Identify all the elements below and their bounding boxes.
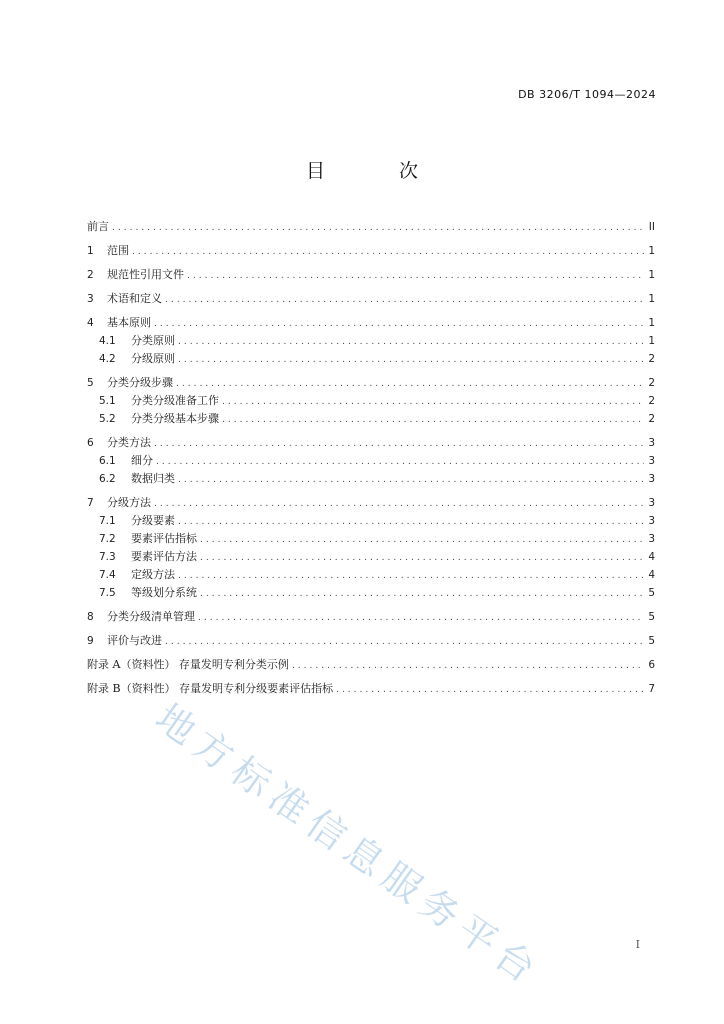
toc-entry[interactable] (87, 608, 655, 626)
toc-leader-dots (165, 633, 644, 651)
toc-leader-dots (156, 453, 644, 471)
toc-entry[interactable] (87, 434, 655, 452)
toc-entry-number: 5 (87, 377, 94, 389)
toc-title: 目 次 (305, 160, 453, 182)
toc-leader-dots (178, 333, 644, 351)
toc-leader-dots (154, 315, 644, 333)
toc-entry[interactable] (87, 410, 655, 428)
toc-leader-dots (292, 657, 644, 675)
toc-entry-label: 分类分级步骤 (107, 376, 173, 389)
toc-leader-dots (222, 411, 644, 429)
toc-entry-number: 5.2 (99, 413, 116, 425)
toc-entry-page: 2 (648, 413, 655, 425)
toc-entry-label: 术语和定义 (107, 292, 162, 305)
toc-entry-label: 分类方法 (107, 436, 151, 449)
toc-entry[interactable] (87, 266, 655, 284)
toc-entry[interactable] (87, 242, 655, 260)
toc-entry-page: 3 (648, 437, 655, 449)
toc-entry-page: 3 (648, 533, 655, 545)
toc-entry[interactable] (87, 530, 655, 548)
toc-leader-dots (112, 219, 644, 237)
toc-entry-number: 7.3 (99, 551, 116, 563)
toc-entry[interactable] (87, 374, 655, 392)
toc-entry-page: 5 (648, 635, 655, 647)
toc-entry-page: 6 (648, 659, 655, 671)
toc-leader-dots (176, 375, 644, 393)
toc-entry[interactable] (87, 332, 655, 350)
toc-entry-page: 3 (648, 497, 655, 509)
toc-entry-label: 分级方法 (107, 496, 151, 509)
toc-entry-number: 7.1 (99, 515, 116, 527)
toc-entry-page: 2 (648, 377, 655, 389)
toc-entry-page: 5 (648, 587, 655, 599)
toc-leader-dots (200, 585, 644, 603)
toc-entry-page: 2 (648, 353, 655, 365)
toc-leader-dots (132, 243, 644, 261)
toc-leader-dots (178, 513, 644, 531)
toc-leader-dots (165, 291, 644, 309)
toc-entry-page: II (648, 221, 655, 233)
toc-entry-label: 等级划分系统 (131, 586, 197, 599)
toc-leader-dots (200, 531, 644, 549)
toc-entry-page: 1 (648, 293, 655, 305)
toc-entry-label: 分类分级清单管理 (107, 610, 195, 623)
watermark: 地方标准信息服务平台 (147, 695, 550, 996)
toc-entry-number: 6.2 (99, 473, 116, 485)
toc-entry[interactable] (87, 512, 655, 530)
toc-entry-number: 7.5 (99, 587, 116, 599)
toc-entry[interactable] (87, 290, 655, 308)
toc-entry-page: 1 (648, 317, 655, 329)
toc-entry-label: 细分 (131, 454, 153, 467)
toc-entry-label: 分类原则 (131, 334, 175, 347)
toc-entry-label: 要素评估指标 (131, 532, 197, 545)
toc-leader-dots (336, 681, 644, 699)
toc-entry-page: 3 (648, 515, 655, 527)
toc-entry[interactable] (87, 350, 655, 368)
toc-entry-number: 5.1 (99, 395, 116, 407)
toc-entry-number: 1 (87, 245, 94, 257)
toc-entry-label: 附录 A（资料性） 存量发明专利分类示例 (87, 658, 289, 671)
toc-entry-number: 7.2 (99, 533, 116, 545)
toc-entry-number: 8 (87, 611, 94, 623)
toc-entry-page: 1 (648, 269, 655, 281)
toc-entry-page: 4 (648, 569, 655, 581)
toc-leader-dots (222, 393, 644, 411)
toc-entry-label: 要素评估方法 (131, 550, 197, 563)
toc-entry-label: 附录 B（资料性） 存量发明专利分级要素评估指标 (87, 682, 334, 695)
toc-entry-label: 定级方法 (131, 568, 175, 581)
toc-entry-page: 4 (648, 551, 655, 563)
toc-entry-page: 5 (648, 611, 655, 623)
toc-entry-number: 4 (87, 317, 94, 329)
toc-entry[interactable] (87, 632, 655, 650)
toc-entry[interactable] (87, 656, 655, 674)
toc-entry-page: 3 (648, 473, 655, 485)
toc-entry-number: 3 (87, 293, 94, 305)
toc-entry-number: 4.2 (99, 353, 116, 365)
toc-entry[interactable] (87, 680, 655, 698)
toc-entry-label: 分级原则 (131, 352, 175, 365)
toc-entry[interactable] (87, 470, 655, 488)
toc-entry-page: 1 (648, 335, 655, 347)
toc-entry-number: 9 (87, 635, 94, 647)
toc-leader-dots (187, 267, 644, 285)
toc-leader-dots (178, 471, 644, 489)
toc-leader-dots (154, 495, 644, 513)
toc-entry-label: 分级要素 (131, 514, 175, 527)
toc-entry-label: 分类分级基本步骤 (131, 412, 219, 425)
toc-leader-dots (178, 567, 644, 585)
table-of-contents (87, 218, 655, 698)
toc-entry[interactable] (87, 452, 655, 470)
document-id: DB 3206/T 1094—2024 (518, 88, 656, 101)
toc-entry[interactable] (87, 218, 655, 236)
toc-entry[interactable] (87, 584, 655, 602)
toc-entry-label: 前言 (87, 220, 109, 233)
toc-entry[interactable] (87, 566, 655, 584)
toc-entry-number: 4.1 (99, 335, 116, 347)
toc-entry-number: 2 (87, 269, 94, 281)
toc-entry[interactable] (87, 548, 655, 566)
toc-leader-dots (198, 609, 644, 627)
toc-entry-page: 1 (648, 245, 655, 257)
toc-entry-label: 数据归类 (131, 472, 175, 485)
toc-entry-number: 7.4 (99, 569, 116, 581)
toc-entry-page: 2 (648, 395, 655, 407)
toc-entry[interactable] (87, 314, 655, 332)
toc-entry-page: 7 (648, 683, 655, 695)
toc-entry-number: 7 (87, 497, 94, 509)
toc-entry-label: 规范性引用文件 (107, 268, 184, 281)
toc-entry-label: 评价与改进 (107, 634, 162, 647)
toc-entry-number: 6.1 (99, 455, 116, 467)
toc-entry-number: 6 (87, 437, 94, 449)
toc-entry-page: 3 (648, 455, 655, 467)
page-number: I (635, 938, 640, 951)
toc-entry[interactable] (87, 494, 655, 512)
toc-entry-label: 基本原则 (107, 316, 151, 329)
toc-entry-label: 范围 (107, 244, 129, 257)
toc-leader-dots (200, 549, 644, 567)
toc-entry[interactable] (87, 392, 655, 410)
toc-entry-label: 分类分级准备工作 (131, 394, 219, 407)
toc-leader-dots (178, 351, 644, 369)
toc-leader-dots (154, 435, 644, 453)
